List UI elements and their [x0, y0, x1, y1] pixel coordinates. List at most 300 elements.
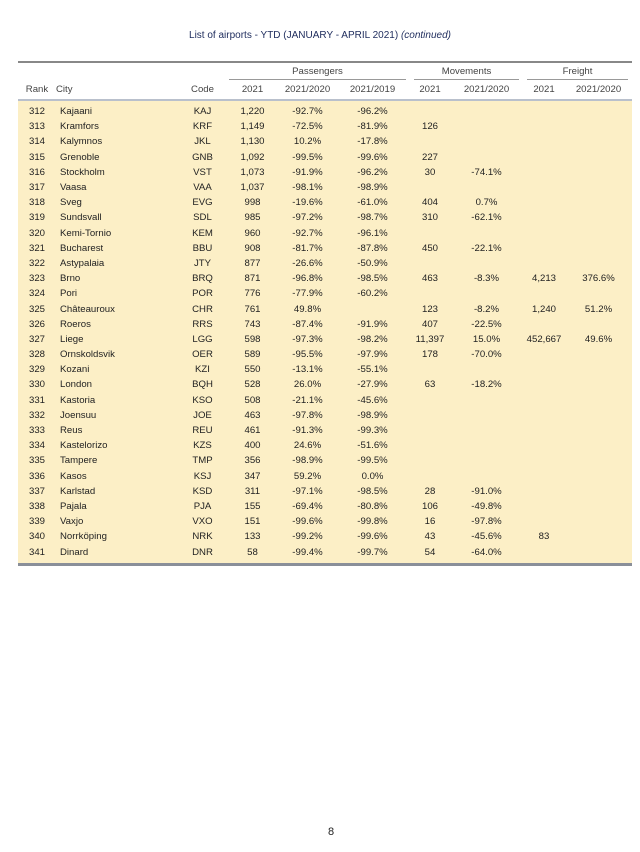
cell-mov-2021-2020 [450, 134, 523, 149]
cell-rank: 315 [28, 151, 45, 163]
cell-mov-2021-2020: -49.8% [471, 500, 502, 512]
cell-pax-2021-2020: -99.6% [292, 516, 323, 528]
cell-pax-2021-2020: -98.1% [292, 182, 323, 194]
cell-mov-2021 [410, 256, 450, 271]
cell-freight-2021-2020 [565, 119, 632, 134]
cell-pax-2021: 1,220 [240, 106, 265, 118]
cell-rank: 330 [28, 379, 45, 391]
cell-pax-2021-2020: -19.6% [292, 197, 323, 209]
cell-code: BBU [192, 242, 213, 254]
cell-mov-2021-2020: -22.1% [471, 242, 502, 254]
col-pax-2021-2019: 2021/2019 [349, 84, 396, 95]
cell-city: Roeros [60, 318, 91, 330]
table-row [18, 423, 632, 438]
table-row [18, 499, 632, 514]
cell-pax-2021-2019: -99.5% [357, 455, 388, 467]
cell-pax-2021-2019: -99.6% [357, 151, 388, 163]
cell-pax-2021: 1,073 [240, 166, 265, 178]
cell-mov-2021: 310 [421, 212, 438, 224]
cell-pax-2021-2019: -99.8% [357, 516, 388, 528]
cell-freight-2021 [523, 195, 565, 210]
cell-code: KZI [195, 364, 210, 376]
cell-rank: 339 [28, 516, 45, 528]
cell-mov-2021 [410, 362, 450, 377]
cell-city: Stockholm [60, 166, 105, 178]
cell-freight-2021 [523, 484, 565, 499]
airports-table [18, 61, 632, 563]
cell-freight-2021-2020 [565, 453, 632, 468]
cell-mov-2021: 63 [424, 379, 436, 391]
cell-pax-2021: 908 [244, 242, 261, 254]
cell-mov-2021: 43 [424, 531, 436, 543]
cell-freight-2021 [523, 438, 565, 453]
cell-freight-2021-2020 [565, 256, 632, 271]
cell-rank: 320 [28, 227, 45, 239]
cell-freight-2021 [523, 119, 565, 134]
cell-pax-2021-2020: -96.8% [292, 273, 323, 285]
cell-freight-2021 [523, 256, 565, 271]
cell-code: OER [192, 349, 213, 361]
cell-code: POR [192, 288, 213, 300]
cell-pax-2021: 347 [244, 470, 261, 482]
cell-code: TMP [192, 455, 213, 467]
table-row [18, 484, 632, 499]
cell-freight-2021-2020 [565, 514, 632, 529]
cell-pax-2021-2019: -99.6% [357, 531, 388, 543]
cell-pax-2021: 58 [247, 546, 258, 558]
table-row [18, 362, 632, 377]
col-rank: Rank [25, 84, 49, 95]
cell-pax-2021-2020: -77.9% [292, 288, 323, 300]
cell-rank: 324 [28, 288, 45, 300]
cell-city: Kastoria [60, 394, 96, 406]
cell-pax-2021-2020: -91.3% [292, 425, 323, 437]
cell-city: Kramfors [60, 121, 99, 133]
cell-pax-2021-2019: -98.9% [357, 409, 388, 421]
cell-mov-2021-2020 [450, 286, 523, 301]
cell-mov-2021 [410, 226, 450, 241]
cell-pax-2021-2019: -45.6% [357, 394, 388, 406]
cell-freight-2021-2020: 51.2% [584, 303, 613, 315]
cell-freight-2021 [523, 453, 565, 468]
cell-pax-2021-2020: 10.2% [293, 136, 322, 148]
cell-pax-2021: 155 [244, 500, 261, 512]
cell-mov-2021-2020 [450, 469, 523, 484]
cell-pax-2021: 463 [244, 409, 261, 421]
cell-rank: 316 [28, 166, 45, 178]
cell-freight-2021 [523, 226, 565, 241]
cell-mov-2021: 463 [421, 273, 438, 285]
cell-pax-2021-2019: -99.3% [357, 425, 388, 437]
cell-freight-2021-2020 [565, 499, 632, 514]
group-passengers: Passengers [225, 62, 410, 80]
cell-rank: 338 [28, 500, 45, 512]
col-mov-2021-2020: 2021/2020 [463, 84, 510, 95]
cell-mov-2021 [410, 180, 450, 195]
table-row [18, 165, 632, 180]
cell-code: REU [192, 425, 213, 437]
title-suffix: (continued) [400, 30, 451, 41]
cell-pax-2021: 1,130 [240, 136, 265, 148]
cell-pax-2021-2020: -13.1% [292, 364, 323, 376]
cell-pax-2021-2019: -91.9% [357, 318, 388, 330]
cell-rank: 336 [28, 470, 45, 482]
col-freight-2021: 2021 [533, 84, 555, 95]
cell-pax-2021-2019: -50.9% [357, 257, 388, 269]
cell-mov-2021-2020: -45.6% [471, 531, 502, 543]
cell-city: Sundsvall [60, 212, 102, 224]
cell-rank: 331 [28, 394, 45, 406]
cell-pax-2021-2019: -60.2% [357, 288, 388, 300]
cell-mov-2021-2020: -62.1% [471, 212, 502, 224]
cell-rank: 318 [28, 197, 45, 209]
cell-freight-2021 [523, 469, 565, 484]
cell-pax-2021: 761 [244, 303, 261, 315]
cell-pax-2021-2019: -98.7% [357, 212, 388, 224]
cell-freight-2021 [523, 514, 565, 529]
cell-freight-2021-2020 [565, 195, 632, 210]
cell-pax-2021-2020: -92.7% [292, 106, 323, 118]
cell-freight-2021-2020 [565, 226, 632, 241]
cell-pax-2021-2019: -81.9% [357, 121, 388, 133]
cell-pax-2021: 985 [244, 212, 261, 224]
cell-code: BRQ [192, 273, 213, 285]
cell-mov-2021-2020 [450, 393, 523, 408]
cell-city: Kalymnos [60, 136, 103, 148]
cell-freight-2021 [523, 100, 565, 119]
cell-mov-2021-2020: -18.2% [471, 379, 502, 391]
cell-pax-2021-2019: -17.8% [357, 136, 388, 148]
cell-mov-2021 [410, 423, 450, 438]
cell-code: JTY [193, 257, 212, 269]
table-row [18, 119, 632, 134]
cell-mov-2021 [410, 134, 450, 149]
cell-code: VAA [193, 182, 212, 194]
table-row [18, 241, 632, 256]
cell-rank: 333 [28, 425, 45, 437]
cell-pax-2021-2020: -92.7% [292, 227, 323, 239]
cell-mov-2021-2020: -8.2% [473, 303, 500, 315]
table-row [18, 100, 632, 119]
cell-pax-2021: 508 [244, 394, 261, 406]
cell-code: KEM [192, 227, 213, 239]
cell-code: LGG [192, 333, 213, 345]
cell-mov-2021-2020 [450, 226, 523, 241]
table-row [18, 469, 632, 484]
cell-pax-2021: 133 [244, 531, 261, 543]
cell-pax-2021: 151 [244, 516, 261, 528]
cell-freight-2021 [523, 210, 565, 225]
cell-freight-2021-2020 [565, 377, 632, 392]
cell-pax-2021-2020: 49.8% [293, 303, 322, 315]
cell-pax-2021-2020: -99.4% [292, 546, 323, 558]
cell-freight-2021-2020: 49.6% [584, 333, 613, 345]
cell-code: KSD [192, 485, 213, 497]
cell-pax-2021-2019: -98.5% [357, 485, 388, 497]
cell-freight-2021 [523, 241, 565, 256]
cell-rank: 340 [28, 531, 45, 543]
table-row [18, 195, 632, 210]
cell-rank: 326 [28, 318, 45, 330]
table-row [18, 286, 632, 301]
cell-freight-2021-2020 [565, 134, 632, 149]
cell-pax-2021: 998 [244, 197, 261, 209]
col-mov-2021: 2021 [419, 84, 441, 95]
cell-mov-2021-2020 [450, 408, 523, 423]
cell-pax-2021: 589 [244, 349, 261, 361]
cell-pax-2021-2019: -97.9% [357, 349, 388, 361]
cell-pax-2021: 461 [244, 425, 261, 437]
cell-rank: 312 [28, 106, 45, 118]
cell-mov-2021-2020 [450, 256, 523, 271]
cell-mov-2021 [410, 438, 450, 453]
cell-mov-2021-2020 [450, 423, 523, 438]
cell-pax-2021-2020: -95.5% [292, 349, 323, 361]
table-row [18, 377, 632, 392]
cell-pax-2021-2019: -96.2% [357, 166, 388, 178]
cell-rank: 313 [28, 121, 45, 133]
cell-freight-2021-2020 [565, 529, 632, 544]
page-title [0, 30, 640, 41]
airports-table-wrapper [18, 61, 632, 566]
cell-freight-2021 [523, 317, 565, 332]
cell-pax-2021-2019: -61.0% [357, 197, 388, 209]
cell-freight-2021-2020 [565, 241, 632, 256]
table-row [18, 180, 632, 195]
table-body [18, 100, 632, 563]
cell-mov-2021 [410, 393, 450, 408]
cell-city: Norrköping [60, 531, 107, 543]
cell-pax-2021: 960 [244, 227, 261, 239]
cell-city: Kasos [60, 470, 87, 482]
title-main: List of airports - YTD (JANUARY - APRIL 2021) [189, 30, 399, 41]
cell-freight-2021 [523, 286, 565, 301]
cell-rank: 317 [28, 182, 45, 194]
table-row [18, 301, 632, 316]
cell-freight-2021 [523, 377, 565, 392]
cell-city: Tampere [60, 455, 98, 467]
cell-pax-2021-2020: 59.2% [293, 470, 322, 482]
cell-pax-2021-2020: -26.6% [292, 257, 323, 269]
cell-freight-2021: 452,667 [526, 333, 562, 345]
cell-rank: 341 [28, 546, 45, 558]
cell-freight-2021-2020 [565, 100, 632, 119]
table-row [18, 210, 632, 225]
cell-code: KZS [193, 440, 212, 452]
cell-freight-2021 [523, 134, 565, 149]
table-row [18, 256, 632, 271]
cell-mov-2021: 11,397 [415, 333, 445, 345]
cell-city: Brno [60, 273, 81, 285]
cell-city: London [60, 379, 93, 391]
cell-freight-2021 [523, 408, 565, 423]
cell-city: Liege [60, 333, 84, 345]
cell-code: NRK [192, 531, 213, 543]
cell-mov-2021: 123 [421, 303, 438, 315]
cell-rank: 322 [28, 257, 45, 269]
table-row [18, 529, 632, 544]
cell-city: Vaasa [60, 182, 87, 194]
cell-mov-2021-2020: -91.0% [471, 485, 502, 497]
cell-freight-2021-2020 [565, 484, 632, 499]
cell-freight-2021-2020 [565, 317, 632, 332]
cell-pax-2021: 356 [244, 455, 261, 467]
cell-city: Kozani [60, 364, 90, 376]
cell-freight-2021 [523, 544, 565, 562]
group-movements: Movements [410, 62, 523, 80]
col-city: City [56, 84, 73, 95]
cell-pax-2021-2020: -97.2% [292, 212, 323, 224]
cell-mov-2021: 178 [421, 349, 438, 361]
cell-city: Vaxjo [60, 516, 84, 528]
cell-code: KRF [192, 121, 213, 133]
cell-pax-2021-2019: -96.1% [357, 227, 388, 239]
cell-freight-2021: 83 [538, 531, 550, 543]
cell-mov-2021: 28 [424, 485, 436, 497]
cell-code: JOE [193, 409, 212, 421]
cell-rank: 328 [28, 349, 45, 361]
cell-pax-2021-2020: -99.2% [292, 531, 323, 543]
cell-city: Kemi-Tornio [60, 227, 112, 239]
cell-pax-2021-2020: -69.4% [292, 500, 323, 512]
cell-freight-2021-2020 [565, 423, 632, 438]
cell-code: KSO [192, 394, 213, 406]
cell-code: RRS [192, 318, 213, 330]
cell-code: SDL [193, 212, 212, 224]
cell-mov-2021: 126 [421, 121, 438, 133]
col-pax-2021-2020: 2021/2020 [284, 84, 331, 95]
cell-freight-2021-2020 [565, 347, 632, 362]
cell-mov-2021-2020: -97.8% [471, 516, 502, 528]
cell-freight-2021 [523, 423, 565, 438]
cell-code: EVG [192, 197, 213, 209]
cell-code: VXO [192, 516, 213, 528]
cell-pax-2021-2019: -27.9% [357, 379, 388, 391]
col-pax-2021: 2021 [241, 84, 264, 95]
cell-mov-2021 [410, 286, 450, 301]
cell-pax-2021-2019: -98.9% [357, 182, 388, 194]
cell-code: VST [193, 166, 212, 178]
table-row [18, 408, 632, 423]
cell-rank: 337 [28, 485, 45, 497]
cell-mov-2021-2020 [450, 100, 523, 119]
cell-pax-2021: 776 [244, 288, 261, 300]
table-row [18, 226, 632, 241]
cell-rank: 335 [28, 455, 45, 467]
cell-code: DNR [192, 546, 213, 558]
cell-city: Reus [60, 425, 83, 437]
cell-city: Bucharest [60, 242, 104, 254]
cell-pax-2021-2020: -21.1% [292, 394, 323, 406]
cell-city: Joensuu [60, 409, 97, 421]
cell-mov-2021-2020: -64.0% [471, 546, 502, 558]
cell-mov-2021-2020: -22.5% [471, 318, 502, 330]
cell-freight-2021-2020 [565, 150, 632, 165]
cell-freight-2021-2020 [565, 362, 632, 377]
cell-pax-2021-2019: -87.8% [357, 242, 388, 254]
cell-freight-2021: 4,213 [531, 273, 556, 285]
cell-rank: 321 [28, 242, 45, 254]
cell-mov-2021: 450 [421, 242, 438, 254]
cell-city: Sveg [60, 197, 82, 209]
table-row [18, 544, 632, 562]
cell-pax-2021-2019: -99.7% [357, 546, 388, 558]
cell-mov-2021-2020: -74.1% [471, 166, 502, 178]
cell-freight-2021 [523, 347, 565, 362]
cell-rank: 327 [28, 333, 45, 345]
cell-pax-2021-2020: -99.5% [292, 151, 323, 163]
cell-city: Châteauroux [60, 303, 115, 315]
cell-pax-2021-2019: -55.1% [357, 364, 388, 376]
cell-code: BQH [192, 379, 213, 391]
col-code: Code [191, 84, 214, 95]
table-row [18, 347, 632, 362]
cell-code: JKL [194, 136, 211, 148]
cell-pax-2021: 400 [244, 440, 261, 452]
cell-pax-2021-2019: -80.8% [357, 500, 388, 512]
cell-freight-2021-2020 [565, 438, 632, 453]
table-row [18, 271, 632, 286]
cell-freight-2021 [523, 499, 565, 514]
cell-pax-2021-2020: -81.7% [292, 242, 323, 254]
cell-freight-2021 [523, 150, 565, 165]
cell-code: PJA [193, 500, 212, 512]
cell-mov-2021 [410, 469, 450, 484]
cell-pax-2021: 528 [244, 379, 261, 391]
cell-pax-2021: 1,037 [240, 182, 265, 194]
table-row [18, 150, 632, 165]
cell-rank: 325 [28, 303, 45, 315]
cell-mov-2021-2020 [450, 180, 523, 195]
cell-freight-2021-2020 [565, 469, 632, 484]
cell-mov-2021: 227 [421, 151, 438, 163]
col-freight-2021-2020: 2021/2020 [575, 84, 622, 95]
cell-code: CHR [192, 303, 213, 315]
cell-mov-2021 [410, 100, 450, 119]
cell-city: Grenoble [60, 151, 100, 163]
cell-pax-2021-2020: -72.5% [292, 121, 323, 133]
cell-mov-2021-2020 [450, 453, 523, 468]
cell-mov-2021 [410, 408, 450, 423]
cell-mov-2021: 16 [424, 516, 436, 528]
group-header-row [18, 62, 632, 80]
cell-pax-2021-2019: -98.2% [357, 333, 388, 345]
cell-mov-2021: 30 [424, 166, 436, 178]
cell-freight-2021-2020: 376.6% [582, 273, 615, 285]
cell-city: Kajaani [60, 106, 93, 118]
cell-mov-2021-2020: -70.0% [471, 349, 502, 361]
cell-mov-2021-2020 [450, 150, 523, 165]
cell-freight-2021 [523, 393, 565, 408]
cell-city: Kastelorizo [60, 440, 108, 452]
cell-city: Pajala [60, 500, 87, 512]
cell-rank: 323 [28, 273, 45, 285]
cell-freight-2021-2020 [565, 408, 632, 423]
cell-city: Ornskoldsvik [60, 349, 115, 361]
cell-pax-2021: 743 [244, 318, 261, 330]
cell-city: Astypalaia [60, 257, 105, 269]
table-row [18, 438, 632, 453]
cell-rank: 329 [28, 364, 45, 376]
table-row [18, 134, 632, 149]
cell-mov-2021: 404 [421, 197, 438, 209]
cell-rank: 334 [28, 440, 45, 452]
cell-freight-2021-2020 [565, 286, 632, 301]
table-row [18, 453, 632, 468]
cell-freight-2021-2020 [565, 165, 632, 180]
cell-mov-2021-2020: 0.7% [475, 197, 498, 209]
cell-freight-2021 [523, 165, 565, 180]
